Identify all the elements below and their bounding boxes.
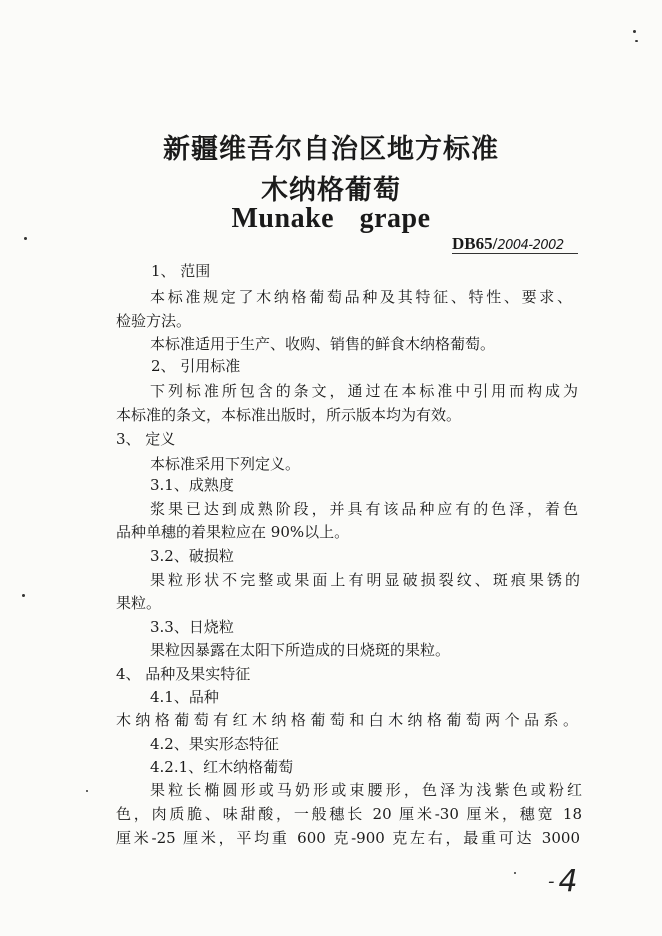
body-line: 果粒长椭圆形或马奶形或束腰形，色泽为浅紫色或粉红 <box>150 781 582 799</box>
body-line: 本标准适用于生产、收购、销售的鲜食木纳格葡萄。 <box>150 335 496 353</box>
scan-speck <box>24 237 27 240</box>
body-line: 本标准规定了木纳格葡萄品种及其特征、特性、要求、 <box>150 288 572 306</box>
standard-code-prefix: DB65/ <box>452 234 498 253</box>
body-line: 果粒。 <box>116 594 162 612</box>
scan-speck <box>633 30 636 33</box>
section-heading-4: 4、 品种及果实特征 <box>116 665 251 683</box>
standard-code-underline <box>452 253 578 254</box>
standard-code <box>452 234 564 254</box>
body-line: 木纳格葡萄有红木纳格葡萄和白木纳格葡萄两个品系。 <box>116 711 578 729</box>
body-line: 果粒形状不完整或果面上有明显破损裂纹、斑痕果锈的 <box>150 571 580 589</box>
body-line: 厘米-25 厘米，平均重 600 克-900 克左右，最重可达 3000 <box>116 829 580 847</box>
subsection-heading-4-2-1: 4.2.1、红木纳格葡萄 <box>150 758 294 776</box>
subsection-heading-3-2: 3.2、破损粒 <box>150 547 234 565</box>
subsection-heading-3-1: 3.1、成熟度 <box>150 476 234 494</box>
section-heading-3: 3、 定义 <box>116 430 176 448</box>
title-product-name: 木纳格葡萄 <box>261 175 401 206</box>
subsection-heading-4-2: 4.2、果实形态特征 <box>150 735 279 753</box>
title-english-name: Munake grape <box>231 203 431 234</box>
scan-speck <box>86 790 88 792</box>
page-number-dash: - <box>548 871 555 892</box>
body-line: 下列标准所包含的条文，通过在本标准中引用而构成为 <box>150 382 578 400</box>
body-line: 检验方法。 <box>116 312 192 330</box>
scan-speck <box>514 872 516 874</box>
section-heading-2: 2、 引用标准 <box>151 357 241 375</box>
scan-speck <box>635 40 638 42</box>
body-line: 品种单穗的着果粒应在 90%以上。 <box>116 523 350 541</box>
body-line: 浆果已达到成熟阶段，并具有该品种应有的色泽，着色 <box>150 500 578 518</box>
scan-speck <box>22 594 25 597</box>
page-number-digit: 4 <box>558 864 578 899</box>
subsection-heading-4-1: 4.1、品种 <box>150 688 219 706</box>
body-line: 本标准的条文，本标准出版时，所示版本均为有效。 <box>116 406 462 424</box>
body-line: 果粒因暴露在太阳下所造成的日烧斑的果粒。 <box>150 641 451 659</box>
handwritten-page-number <box>548 864 578 899</box>
standard-code-handwritten: 2004-2002 <box>497 238 564 253</box>
subsection-heading-3-3: 3.3、日烧粒 <box>150 618 234 636</box>
title-region-standard: 新疆维吾尔自治区地方标准 <box>163 134 499 165</box>
body-line: 本标准采用下列定义。 <box>150 455 301 473</box>
section-heading-1: 1、 范围 <box>151 262 211 280</box>
body-line: 色，肉质脆、味甜酸，一般穗长 20 厘米-30 厘米，穗宽 18 <box>116 805 582 823</box>
